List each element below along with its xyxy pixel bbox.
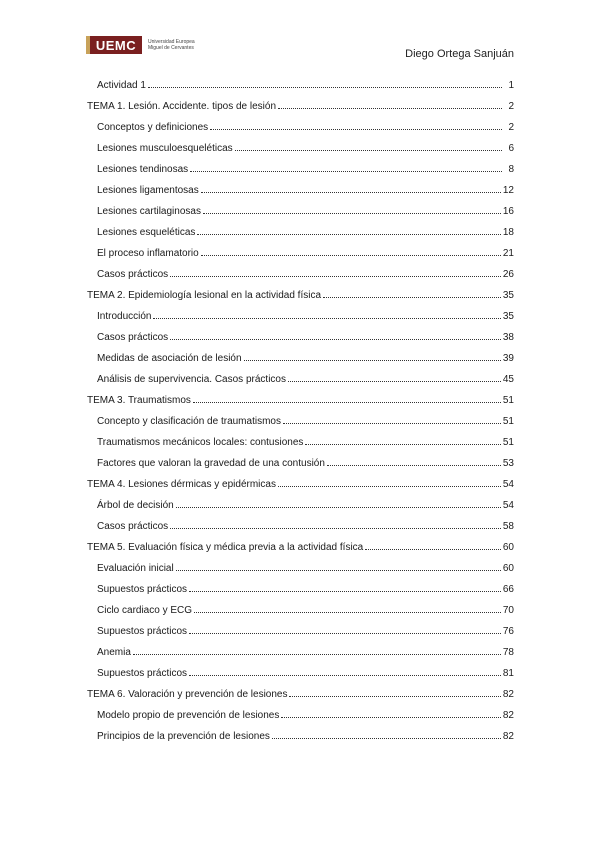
toc-entry-label: Concepto y clasificación de traumatismos — [97, 416, 281, 427]
toc-entry-label: Ciclo cardiaco y ECG — [97, 605, 193, 616]
toc-dot-leader — [194, 612, 501, 613]
toc-entry-label: Casos prácticos — [97, 269, 169, 280]
toc-page-number: 58 — [502, 521, 514, 532]
toc-entry-label: Lesiones tendinosas — [97, 164, 189, 175]
toc-page-number: 60 — [502, 542, 514, 553]
toc-dot-leader — [148, 87, 502, 88]
toc-page-number: 12 — [502, 185, 514, 196]
toc-page-number: 2 — [508, 101, 514, 112]
logo-line-2: Miguel de Cervantes — [148, 45, 194, 51]
toc-dot-leader — [272, 738, 501, 739]
toc-page-number: 76 — [502, 626, 514, 637]
toc-section-entry[interactable] — [87, 364, 514, 385]
toc-section-entry[interactable] — [87, 721, 514, 742]
toc-page-number: 38 — [502, 332, 514, 343]
toc-section-entry[interactable] — [87, 196, 514, 217]
toc-section-entry[interactable] — [87, 574, 514, 595]
toc-entry-label: TEMA 1. Lesión. Accidente. tipos de lesión — [87, 101, 276, 112]
toc-entry-label: Supuestos prácticos — [97, 626, 188, 637]
toc-entry-label: TEMA 2. Epidemiología lesional en la actividad física — [87, 290, 322, 301]
toc-page-number: 35 — [502, 311, 514, 322]
toc-dot-leader — [176, 507, 501, 508]
toc-entry-label: Introducción — [97, 311, 152, 322]
toc-entry-label: Medidas de asociación de lesión — [97, 353, 242, 364]
toc-page-number: 70 — [502, 605, 514, 616]
toc-page-number: 53 — [502, 458, 514, 469]
toc-page-number: 21 — [502, 248, 514, 259]
toc-page-number: 82 — [502, 731, 514, 742]
toc-dot-leader — [189, 675, 501, 676]
toc-entry-label: Lesiones cartilaginosas — [97, 206, 201, 217]
toc-entry-label: Actividad 1 — [97, 80, 146, 91]
toc-dot-leader — [176, 570, 501, 571]
toc-dot-leader — [170, 276, 501, 277]
toc-entry-label: TEMA 3. Traumatismos — [87, 395, 191, 406]
toc-entry-label: Principios de la prevención de lesiones — [97, 731, 270, 742]
toc-page-number: 54 — [502, 500, 514, 511]
toc-dot-leader — [365, 549, 501, 550]
toc-entry-label: TEMA 4. Lesiones dérmicas y epidérmicas — [87, 479, 276, 490]
toc-dot-leader — [327, 465, 501, 466]
toc-section-entry[interactable] — [87, 259, 514, 280]
toc-chapter-entry[interactable] — [87, 469, 514, 490]
toc-entry-label: Análisis de supervivencia. Casos prácticos — [97, 374, 286, 385]
toc-dot-leader — [133, 654, 501, 655]
toc-entry-label: El proceso inflamatorio — [97, 248, 199, 259]
toc-page-number: 35 — [502, 290, 514, 301]
toc-chapter-entry[interactable] — [87, 280, 514, 301]
toc-page-number: 82 — [502, 689, 514, 700]
toc-page-number: 2 — [508, 122, 514, 133]
toc-entry-label: Traumatismos mecánicos locales: contusiones — [97, 437, 304, 448]
toc-section-entry[interactable] — [87, 511, 514, 532]
toc-dot-leader — [197, 234, 500, 235]
toc-page-number: 51 — [502, 437, 514, 448]
toc-chapter-entry[interactable] — [87, 679, 514, 700]
toc-section-entry[interactable] — [87, 70, 514, 91]
author-name: Diego Ortega Sanjuán — [405, 48, 514, 60]
toc-entry-label: Anemia — [97, 647, 131, 658]
toc-entry-label: TEMA 5. Evaluación física y médica previa a la actividad física — [87, 542, 364, 553]
toc-section-entry[interactable] — [87, 448, 514, 469]
table-of-contents — [87, 70, 514, 742]
toc-page-number: 1 — [508, 80, 514, 91]
toc-dot-leader — [283, 423, 501, 424]
toc-entry-label: Lesiones esqueléticas — [97, 227, 196, 238]
toc-section-entry[interactable] — [87, 553, 514, 574]
toc-page-number: 8 — [508, 164, 514, 175]
toc-dot-leader — [235, 150, 502, 151]
toc-section-entry[interactable] — [87, 133, 514, 154]
toc-dot-leader — [193, 402, 501, 403]
logo-line-1: Universidad Europea — [148, 39, 195, 45]
toc-page-number: 6 — [508, 143, 514, 154]
toc-entry-label: TEMA 6. Valoración y prevención de lesiones — [87, 689, 288, 700]
toc-section-entry[interactable] — [87, 427, 514, 448]
toc-chapter-entry[interactable] — [87, 385, 514, 406]
toc-section-entry[interactable] — [87, 616, 514, 637]
toc-page-number: 51 — [502, 395, 514, 406]
toc-dot-leader — [170, 339, 501, 340]
toc-dot-leader — [289, 696, 500, 697]
toc-dot-leader — [170, 528, 501, 529]
toc-section-entry[interactable] — [87, 490, 514, 511]
toc-entry-label: Supuestos prácticos — [97, 668, 188, 679]
toc-dot-leader — [189, 591, 501, 592]
toc-chapter-entry[interactable] — [87, 532, 514, 553]
toc-entry-label: Conceptos y definiciones — [97, 122, 209, 133]
toc-dot-leader — [189, 633, 501, 634]
logo-text — [148, 39, 195, 51]
toc-entry-label: Modelo propio de prevención de lesiones — [97, 710, 280, 721]
toc-entry-label: Casos prácticos — [97, 332, 169, 343]
toc-dot-leader — [203, 213, 501, 214]
toc-dot-leader — [305, 444, 500, 445]
toc-page-number: 81 — [502, 668, 514, 679]
toc-section-entry[interactable] — [87, 175, 514, 196]
toc-page-number: 60 — [502, 563, 514, 574]
toc-section-entry[interactable] — [87, 595, 514, 616]
page-header — [0, 0, 600, 70]
toc-entry-label: Supuestos prácticos — [97, 584, 188, 595]
toc-page-number: 82 — [502, 710, 514, 721]
toc-dot-leader — [288, 381, 501, 382]
toc-section-entry[interactable] — [87, 406, 514, 427]
toc-dot-leader — [278, 108, 502, 109]
toc-dot-leader — [244, 360, 501, 361]
toc-page-number: 66 — [502, 584, 514, 595]
toc-dot-leader — [278, 486, 501, 487]
toc-page-number: 54 — [502, 479, 514, 490]
toc-section-entry[interactable] — [87, 238, 514, 259]
toc-dot-leader — [323, 297, 501, 298]
toc-section-entry[interactable] — [87, 322, 514, 343]
toc-dot-leader — [210, 129, 502, 130]
toc-section-entry[interactable] — [87, 700, 514, 721]
toc-page-number: 51 — [502, 416, 514, 427]
toc-entry-label: Factores que valoran la gravedad de una contusión — [97, 458, 325, 469]
toc-dot-leader — [153, 318, 500, 319]
toc-page-number: 78 — [502, 647, 514, 658]
toc-page-number: 39 — [502, 353, 514, 364]
toc-chapter-entry[interactable] — [87, 91, 514, 112]
toc-section-entry[interactable] — [87, 112, 514, 133]
toc-page-number: 18 — [502, 227, 514, 238]
toc-dot-leader — [190, 171, 502, 172]
toc-entry-label: Lesiones ligamentosas — [97, 185, 199, 196]
toc-section-entry[interactable] — [87, 637, 514, 658]
toc-entry-label: Evaluación inicial — [97, 563, 174, 574]
toc-section-entry[interactable] — [87, 154, 514, 175]
toc-entry-label: Casos prácticos — [97, 521, 169, 532]
uemc-logo — [86, 36, 195, 54]
logo-mark: UEMC — [86, 36, 142, 54]
toc-section-entry[interactable] — [87, 301, 514, 322]
toc-dot-leader — [201, 192, 501, 193]
toc-section-entry[interactable] — [87, 343, 514, 364]
toc-page-number: 16 — [502, 206, 514, 217]
toc-entry-label: Árbol de decisión — [97, 500, 174, 511]
toc-dot-leader — [281, 717, 501, 718]
toc-section-entry[interactable] — [87, 217, 514, 238]
toc-section-entry[interactable] — [87, 658, 514, 679]
toc-dot-leader — [201, 255, 501, 256]
toc-page-number: 45 — [502, 374, 514, 385]
toc-entry-label: Lesiones musculoesqueléticas — [97, 143, 233, 154]
toc-page-number: 26 — [502, 269, 514, 280]
